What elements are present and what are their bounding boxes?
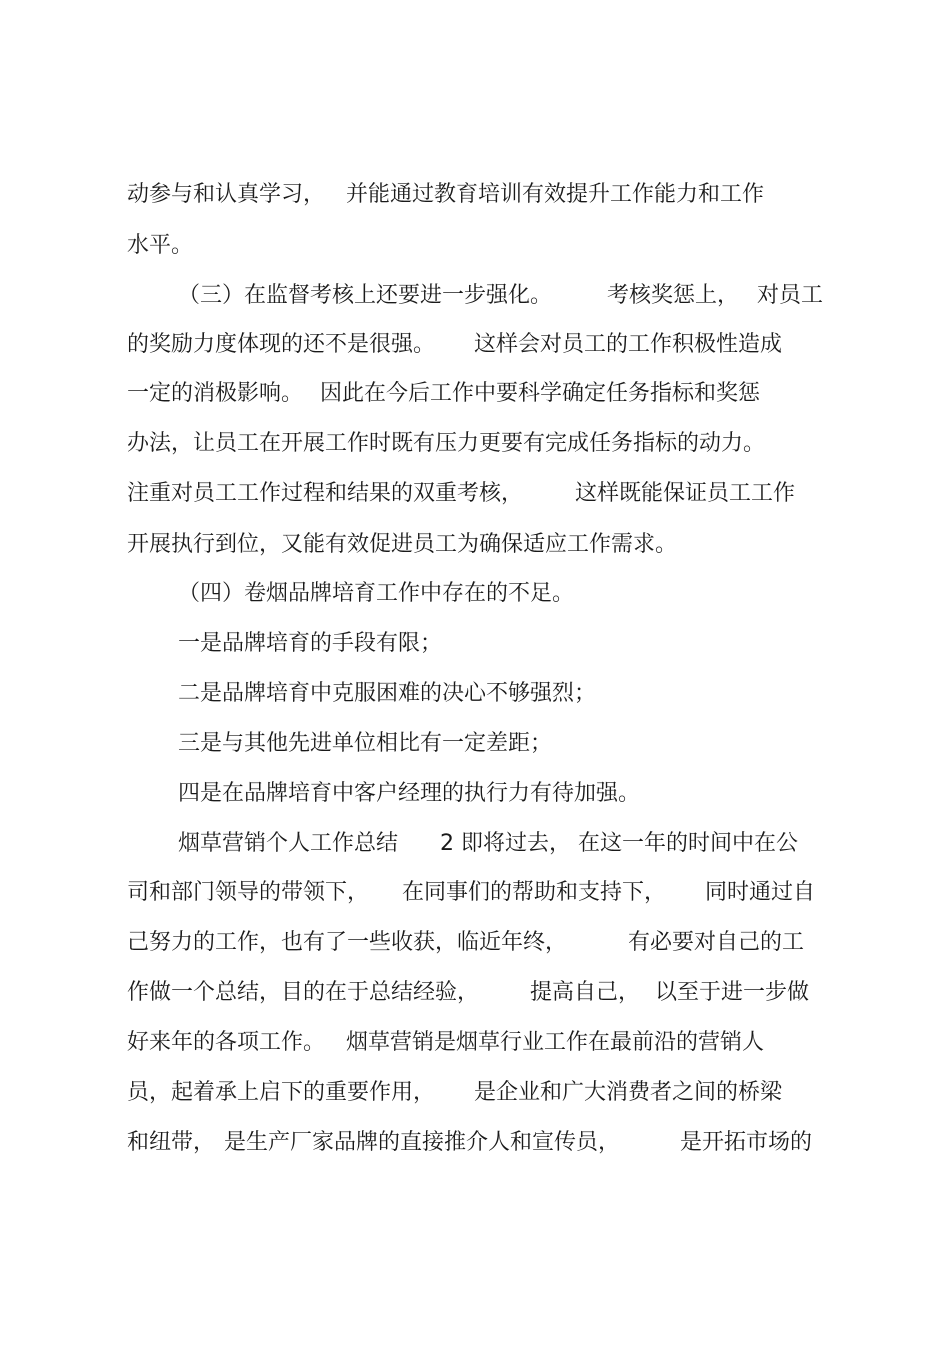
- text-segment: 的奖励力度体现的还不是很强。: [127, 332, 436, 357]
- text-segment: 司和部门领导的带领下，: [127, 880, 370, 905]
- text-segment: 对员工: [757, 283, 824, 308]
- text-segment: 一定的消极影响。: [127, 381, 304, 406]
- text-segment: 烟草营销是烟草行业工作在最前沿的营销人: [346, 1030, 765, 1055]
- text-segment: 这样既能保证员工工作: [575, 481, 796, 506]
- text-segment: 2 即将过去，: [440, 831, 571, 856]
- text-segment: 办法，让员工在开展工作时既有压力更要有完成任务指标的动力。: [127, 431, 766, 456]
- text-segment: 同时通过自: [705, 880, 816, 905]
- text-segment: 在同事们的帮助和支持下，: [402, 880, 667, 905]
- text-segment: 考核奖惩上，: [607, 283, 740, 308]
- text-segment: 开展执行到位，又能有效促进员工为确保适应工作需求。: [127, 532, 678, 557]
- text-segment: 烟草营销个人工作总结: [178, 831, 399, 856]
- text-segment: 水平。: [127, 233, 194, 258]
- text-segment: 有必要对自己的工: [628, 930, 805, 955]
- text-segment: 员，起着承上启下的重要作用，: [127, 1080, 436, 1105]
- text-segment: 以至于进一步做: [655, 980, 810, 1005]
- text-segment: 因此在今后工作中要科学确定任务指标和奖惩: [320, 381, 761, 406]
- text-segment: 注重对员工工作过程和结果的双重考核，: [127, 481, 524, 506]
- text-segment: 提高自己，: [530, 980, 641, 1005]
- text-segment: 并能通过教育培训有效提升工作能力和工作: [346, 182, 765, 207]
- text-segment: 这样会对员工的工作积极性造成: [474, 332, 783, 357]
- text-segment: （三）在监督考核上还要进一步强化。: [178, 283, 553, 308]
- text-segment: 三是与其他先进单位相比有一定差距；: [178, 731, 553, 756]
- text-segment: 和纽带，: [127, 1130, 216, 1155]
- text-segment: 是企业和广大消费者之间的桥梁: [474, 1080, 783, 1105]
- text-segment: 是生产厂家品牌的直接推介人和宣传员，: [224, 1130, 621, 1155]
- text-segment: 二是品牌培育中克服困难的决心不够强烈；: [178, 681, 597, 706]
- text-segment: （四）卷烟品牌培育工作中存在的不足。: [178, 581, 575, 606]
- text-segment: 作做一个总结，目的在于总结经验，: [127, 980, 480, 1005]
- text-segment: 在这一年的时间中在公: [578, 831, 799, 856]
- text-segment: 动参与和认真学习，: [127, 182, 326, 207]
- text-segment: 四是在品牌培育中客户经理的执行力有待加强。: [178, 781, 641, 806]
- text-segment: 己努力的工作，也有了一些收获，临近年终，: [127, 930, 568, 955]
- text-segment: 一是品牌培育的手段有限；: [178, 631, 443, 656]
- text-segment: 是开拓市场的: [680, 1130, 813, 1155]
- text-segment: 好来年的各项工作。: [127, 1030, 326, 1055]
